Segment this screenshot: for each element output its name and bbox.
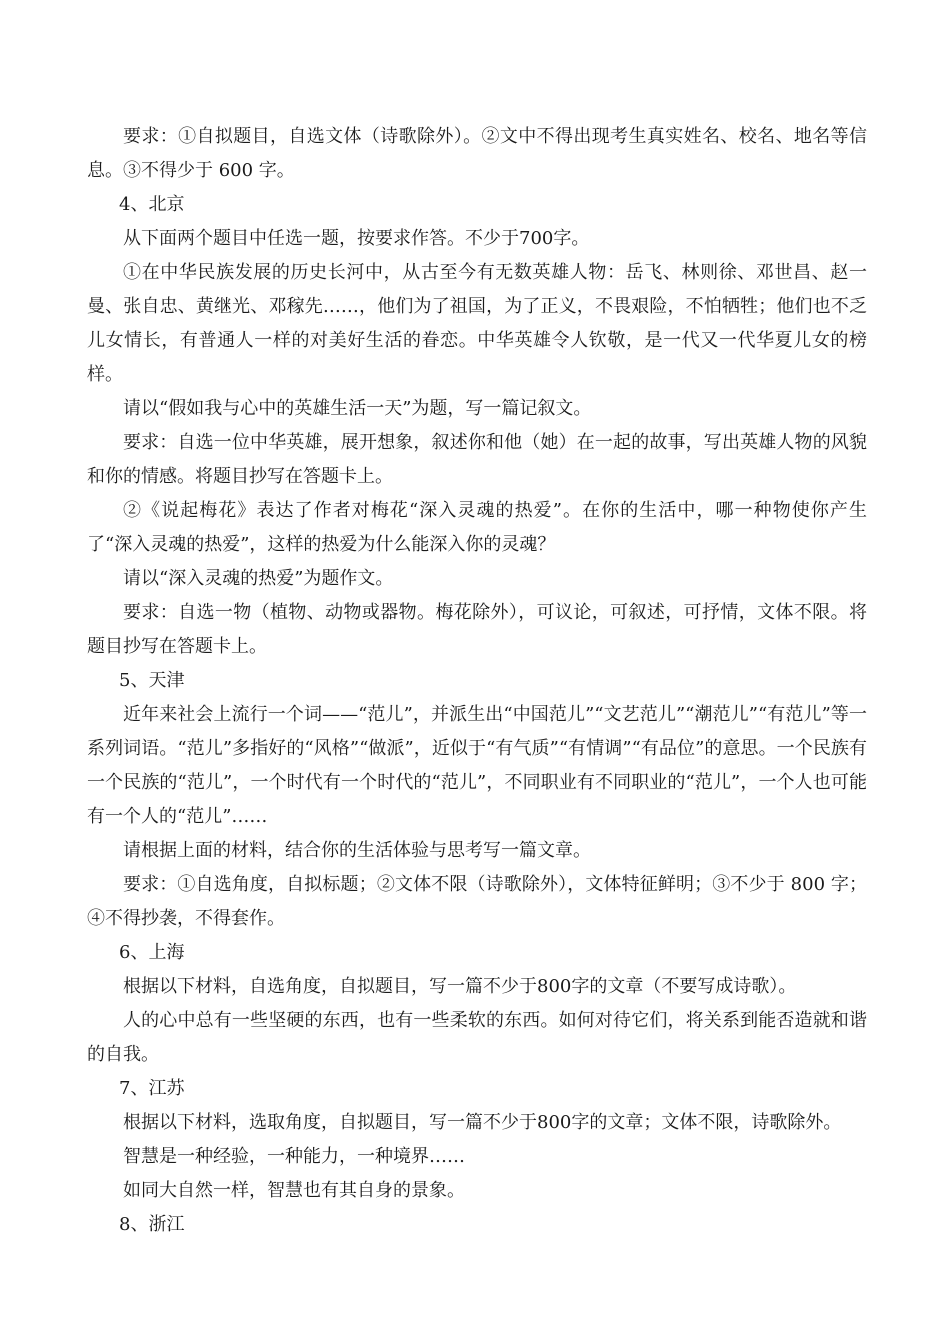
section-heading-shanghai: 6、上海: [119, 942, 185, 963]
section-heading-zhejiang: 8、浙江: [119, 1214, 185, 1235]
section-heading-jiangsu: 7、江苏: [119, 1078, 185, 1099]
paragraph: ②《说起梅花》表达了作者对梅花“深入灵魂的热爱”。在你的生活中，哪一种物使你产生了“深入灵魂的热爱”，这样的热爱为什么能深入你的灵魂？: [87, 500, 867, 555]
document-body: [87, 120, 867, 1242]
paragraph: ①在中华民族发展的历史长河中，从古至今有无数英雄人物：岳飞、林则徐、邓世昌、赵一曼、张自忠、黄继光、邓稼先……，他们为了祖国，为了正义，不畏艰险，不怕牺牲；他们也不乏儿女情长，有普通人一样的对美好生活的眷恋。中华英雄令人钦敬，是一代又一代华夏儿女的榜样。: [87, 262, 867, 385]
paragraph: 近年来社会上流行一个词——“范儿”，并派生出“中国范儿”“文艺范儿”“潮范儿”“有范儿”等一系列词语。“范儿”多指好的“风格”“做派”，近似于“有气质”“有情调”“有品位”的意思。一个民族有一个民族的“范儿”，一个时代有一个时代的“范儿”，不同职业有不同职业的“范儿”，一个人也可能有一个人的“范儿”……: [87, 704, 867, 827]
paragraph: 要求：①自选角度，自拟标题；②文体不限（诗歌除外），文体特征鲜明；③不少于 800 字； ④不得抄袭，不得套作。: [87, 874, 867, 929]
paragraph: 要求：自选一物（植物、动物或器物。梅花除外），可议论，可叙述，可抒情，文体不限。将题目抄写在答题卡上。: [87, 602, 867, 657]
paragraph: 从下面两个题目中任选一题，按要求作答。不少于700字。: [123, 228, 590, 249]
paragraph: 要求：自选一位中华英雄，展开想象，叙述你和他（她）在一起的故事，写出英雄人物的风貌和你的情感。将题目抄写在答题卡上。: [87, 432, 867, 487]
section-heading-beijing: 4、北京: [119, 194, 185, 215]
paragraph: 要求：①自拟题目，自选文体（诗歌除外）。②文中不得出现考生真实姓名、校名、地名等信息。③不得少于 600 字。: [87, 126, 867, 181]
paragraph: 请以“假如我与心中的英雄生活一天”为题，写一篇记叙文。: [123, 398, 592, 419]
paragraph: 智慧是一种经验，一种能力，一种境界……: [123, 1146, 465, 1167]
paragraph: 如同大自然一样，智慧也有其自身的景象。: [123, 1180, 465, 1201]
paragraph: 根据以下材料，选取角度，自拟题目，写一篇不少于800字的文章；文体不限，诗歌除外。: [123, 1112, 842, 1133]
section-heading-tianjin: 5、天津: [119, 670, 185, 691]
paragraph: 根据以下材料，自选角度，自拟题目，写一篇不少于800字的文章（不要写成诗歌）。: [123, 976, 797, 997]
paragraph: 请根据上面的材料，结合你的生活体验与思考写一篇文章。: [123, 840, 591, 861]
paragraph: 请以“深入灵魂的热爱”为题作文。: [123, 568, 394, 589]
paragraph: 人的心中总有一些坚硬的东西，也有一些柔软的东西。如何对待它们，将关系到能否造就和谐的自我。: [87, 1010, 867, 1065]
